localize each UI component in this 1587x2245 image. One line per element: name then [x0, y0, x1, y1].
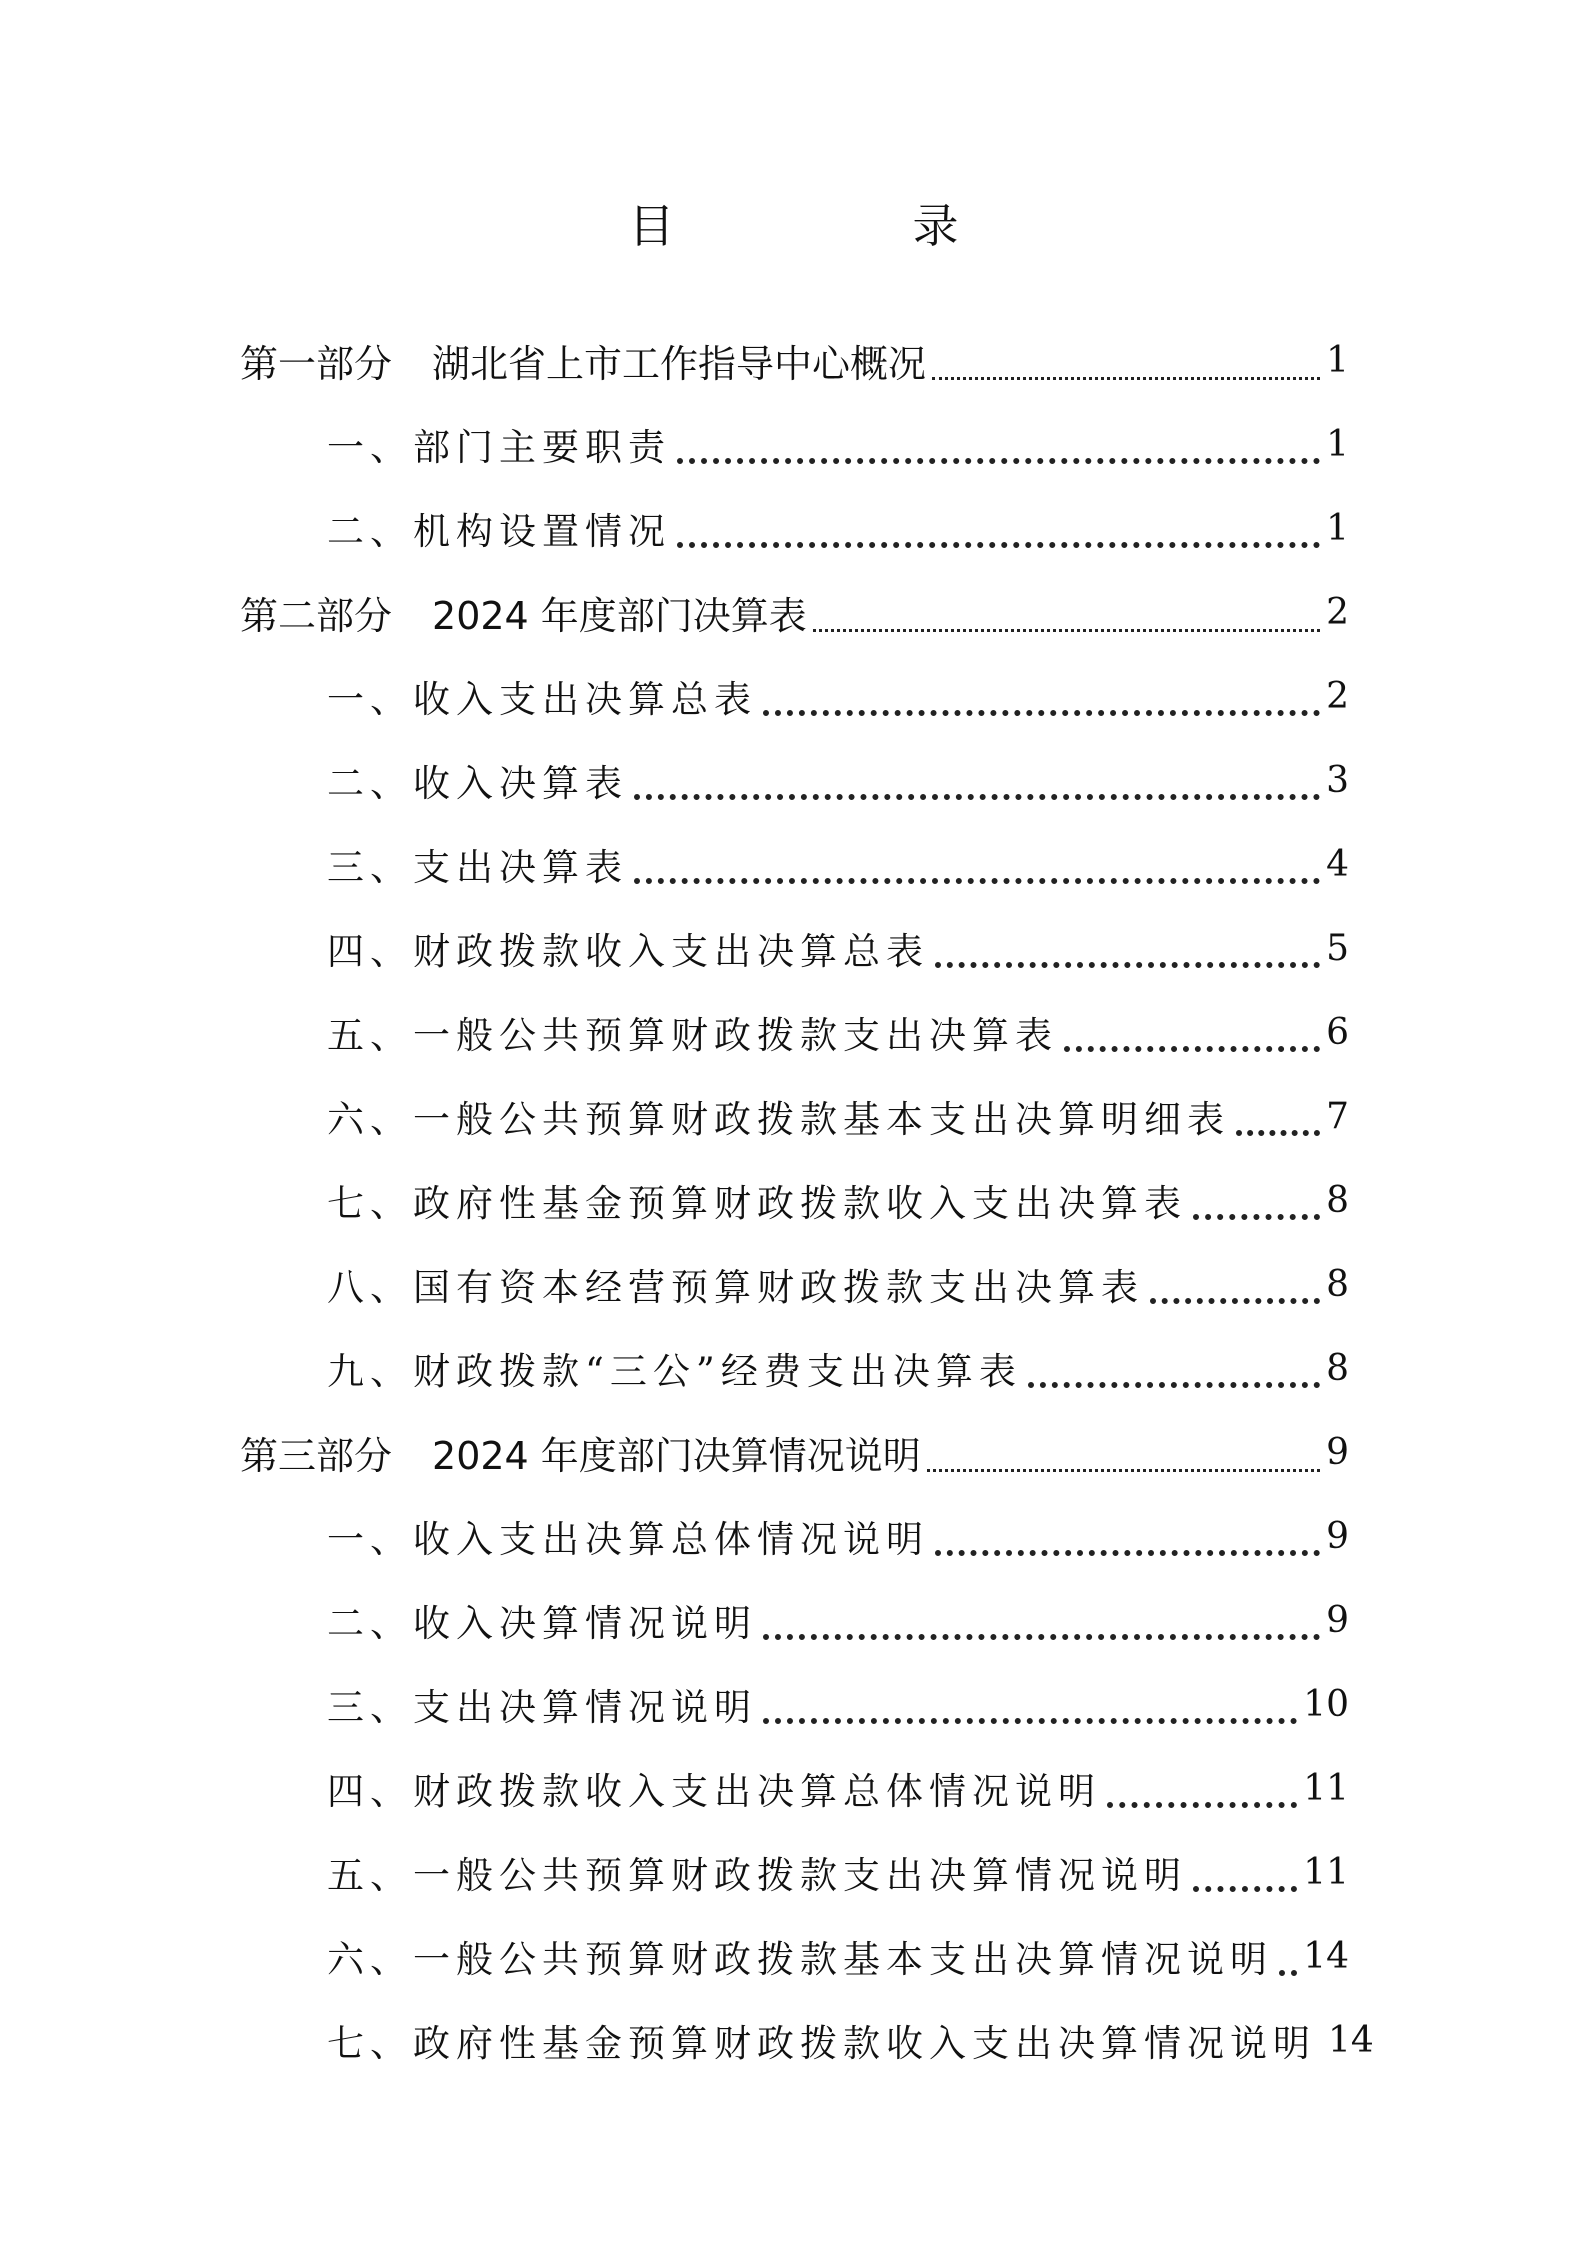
toc-page-number: 2	[1326, 591, 1349, 633]
toc-section-2-8[interactable]	[0, 1242, 1349, 1326]
toc-entry-text: 一、收入支出决算总体情况说明	[327, 1518, 929, 1561]
toc-part-title: 湖北省上市工作指导中心概况	[432, 341, 927, 386]
toc-page-number: 8	[1326, 1179, 1349, 1221]
toc-page-number: 14	[1328, 2019, 1374, 2061]
dot-leader	[1193, 1214, 1320, 1220]
toc-page-number: 14	[1303, 1935, 1349, 1977]
toc-section-1-1[interactable]	[0, 402, 1349, 486]
table-of-contents	[0, 318, 1587, 2082]
toc-part-3[interactable]	[0, 1410, 1349, 1494]
toc-page-number: 10	[1303, 1683, 1349, 1725]
dot-leader	[1064, 1046, 1320, 1052]
toc-part-2[interactable]	[0, 570, 1349, 654]
toc-part-label: 第二部分	[240, 593, 393, 638]
dot-leader	[935, 1550, 1320, 1556]
toc-section-2-9[interactable]	[0, 1326, 1349, 1410]
dot-leader	[763, 1634, 1320, 1640]
page-title: 目 录	[628, 199, 1055, 253]
toc-entry-text	[240, 333, 926, 388]
toc-section-3-2[interactable]	[0, 1578, 1349, 1662]
toc-section-2-1[interactable]	[0, 654, 1349, 738]
toc-entry-text	[240, 585, 807, 640]
toc-section-3-4[interactable]	[0, 1746, 1349, 1830]
toc-part-title: 2024 年度部门决算表	[432, 593, 807, 638]
dot-leader	[1236, 1130, 1320, 1136]
toc-section-2-3[interactable]	[0, 822, 1349, 906]
toc-entry-text: 八、国有资本经营预算财政拨款支出决算表	[327, 1266, 1144, 1309]
toc-entry-text: 六、一般公共预算财政拨款基本支出决算情况说明	[327, 1938, 1273, 1981]
toc-page-number: 4	[1326, 843, 1349, 885]
dot-leader	[677, 458, 1320, 464]
toc-part-title: 2024 年度部门决算情况说明	[432, 1433, 921, 1478]
toc-entry-text	[240, 1425, 921, 1480]
toc-page-number: 7	[1326, 1095, 1349, 1137]
toc-entry-text: 二、收入决算表	[327, 762, 628, 805]
toc-section-2-7[interactable]	[0, 1158, 1349, 1242]
toc-section-1-2[interactable]	[0, 486, 1349, 570]
dot-leader	[1279, 1970, 1297, 1976]
dot-leader	[1107, 1802, 1297, 1808]
toc-page-number: 11	[1303, 1767, 1349, 1809]
toc-page-number: 8	[1326, 1263, 1349, 1305]
toc-entry-text: 四、财政拨款收入支出决算总表	[327, 930, 929, 973]
toc-page-number: 8	[1326, 1347, 1349, 1389]
dot-leader	[1028, 1382, 1320, 1388]
dot-leader	[1150, 1298, 1320, 1304]
toc-entry-text: 七、政府性基金预算财政拨款收入支出决算表	[327, 1182, 1187, 1225]
dot-leader	[677, 542, 1320, 548]
toc-section-3-3[interactable]	[0, 1662, 1349, 1746]
toc-section-2-5[interactable]	[0, 990, 1349, 1074]
dot-leader	[927, 1469, 1320, 1472]
toc-entry-text: 三、支出决算情况说明	[327, 1686, 757, 1729]
dot-leader	[935, 962, 1320, 968]
toc-page-number: 9	[1326, 1515, 1349, 1557]
toc-entry-text: 四、财政拨款收入支出决算总体情况说明	[327, 1770, 1101, 1813]
toc-section-3-1[interactable]	[0, 1494, 1349, 1578]
toc-entry-text: 二、收入决算情况说明	[327, 1602, 757, 1645]
toc-page-number: 6	[1326, 1011, 1349, 1053]
toc-section-3-6[interactable]	[0, 1914, 1349, 1998]
dot-leader	[763, 1718, 1297, 1724]
toc-entry-text: 七、政府性基金预算财政拨款收入支出决算情况说明	[327, 2022, 1316, 2065]
toc-entry-text: 二、机构设置情况	[327, 510, 671, 553]
toc-page-number: 2	[1326, 675, 1349, 717]
toc-section-2-6[interactable]	[0, 1074, 1349, 1158]
toc-entry-text: 六、一般公共预算财政拨款基本支出决算明细表	[327, 1098, 1230, 1141]
toc-page-number: 1	[1326, 507, 1349, 549]
toc-part-1[interactable]	[0, 318, 1349, 402]
toc-page-number: 1	[1326, 423, 1349, 465]
toc-entry-text: 五、一般公共预算财政拨款支出决算表	[327, 1014, 1058, 1057]
toc-page-number: 5	[1326, 927, 1349, 969]
toc-section-3-5[interactable]	[0, 1830, 1349, 1914]
toc-page-number: 9	[1326, 1431, 1349, 1473]
dot-leader	[932, 377, 1320, 380]
toc-section-2-2[interactable]	[0, 738, 1349, 822]
dot-leader	[1193, 1886, 1297, 1892]
toc-entry-text: 五、一般公共预算财政拨款支出决算情况说明	[327, 1854, 1187, 1897]
toc-entry-text: 三、支出决算表	[327, 846, 628, 889]
toc-section-2-4[interactable]	[0, 906, 1349, 990]
dot-leader	[634, 878, 1320, 884]
dot-leader	[634, 794, 1320, 800]
toc-entry-text: 一、收入支出决算总表	[327, 678, 757, 721]
toc-page-number: 3	[1326, 759, 1349, 801]
toc-entry-text: 一、部门主要职责	[327, 426, 671, 469]
toc-part-label: 第一部分	[240, 341, 393, 386]
toc-part-label: 第三部分	[240, 1433, 393, 1478]
toc-page-number: 1	[1326, 339, 1349, 381]
dot-leader	[763, 710, 1320, 716]
toc-page-number: 11	[1303, 1851, 1349, 1893]
toc-section-3-7[interactable]	[0, 1998, 1374, 2082]
toc-entry-text: 九、财政拨款“三公”经费支出决算表	[327, 1350, 1022, 1393]
dot-leader	[813, 629, 1320, 632]
toc-page-number: 9	[1326, 1599, 1349, 1641]
